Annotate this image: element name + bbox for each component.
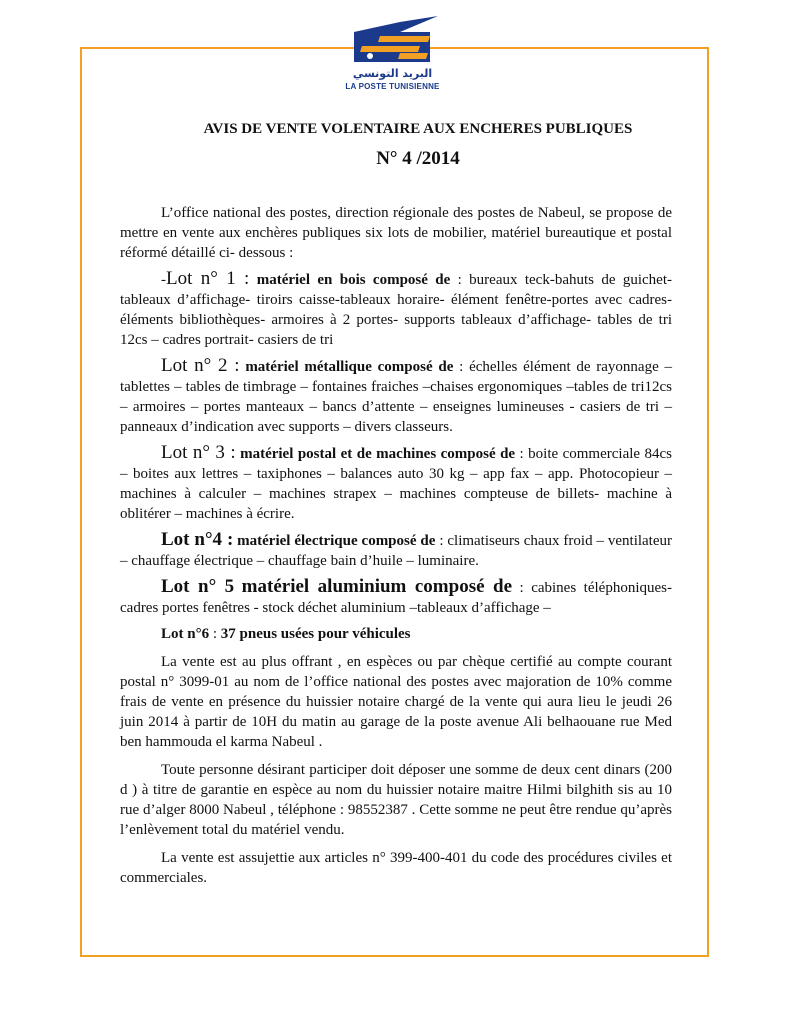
lot-label: Lot n° 3 : [161,442,236,463]
lot-label: Lot n° 5 [161,576,235,597]
lot-heading: 37 pneus usées pour véhicules [220,626,411,642]
notice-number: N° 4 /2014 [376,148,460,169]
lot-items: : bureaux teck-bahuts de guichet-tableaux d’affichage- tiroirs caisse-tableaux horaire- élément fenêtre-portes avec cadres- éléments bibliothèques- armoires à 2 portes- supports tableaux d’affichage- tables de tri 12cs – cadres portrait- casiers de tri [120,272,672,348]
la-poste-logo [340,12,445,92]
logo-arabic-name: البريد التونسي [352,67,433,80]
document-title: AVIS DE VENTE VOLENTAIRE AUX ENCHERES PUBLIQUES [203,121,633,137]
lot-items: : cabines téléphoniques-cadres portes fenêtres - stock déchet aluminium –tableaux d’affichage – [120,580,672,616]
lot-2 [120,356,672,437]
lot-heading: matériel électrique composé de [237,533,436,549]
lot-heading: matériel aluminium composé de [241,576,513,597]
sale-terms-paragraph: La vente est au plus offrant , en espèces ou par chèque certifié au compte courant postal n° 3099-01 au nom de l’office national des postes avec majoration de 10% comme frais de vente en présence du huissier notaire chargé de la vente qui aura lieu le jeudi 26 juin 2014 à partir de 10H du matin au garage de la poste avenue Ali belhaouane rue Med ben hammouda el karma Nabeul . [120,654,672,750]
logo-french-name: LA POSTE TUNISIENNE [345,82,440,91]
intro-paragraph: L’office national des postes, direction régionale des postes de Nabeul, se propose de mettre en vente aux enchères publiques six lots de mobilier, matériel bureautique et postal réformé détaillé ci- dessous : [120,205,672,261]
lot-4 [120,530,672,571]
lot-label: Lot n° 2 : [161,355,240,376]
notice-body [120,203,672,888]
lot-1 [120,269,672,350]
logo-emblem-icon [340,12,445,70]
lot-heading: matériel métallique composé de [245,359,454,375]
lot-label: Lot n°6 [161,626,210,642]
legal-paragraph: La vente est assujettie aux articles n° 399-400-401 du code des procédures civiles et commerciales. [120,850,672,886]
lot-label: Lot n°4 : [161,529,234,550]
lot-items: : climatiseurs chaux froid – ventilateur – chauffage électrique – chauffage bain d’huile – luminaire. [120,533,673,569]
lot-5 [120,577,672,618]
lot-items: : échelles élément de rayonnage –tablettes – tables de timbrage – fontaines fraiches –chaises ergonomiques –tables de tri12cs – armoires – portes manteaux – bancs d’attente – enseignes lumineuses - casiers de tri – panneaux d’indication avec supports – divers classeurs. [120,359,673,435]
lot-heading: matériel postal et de machines composé de [240,446,516,462]
lot-label: Lot n° 1 : [166,268,250,289]
lot-3 [120,443,672,524]
deposit-paragraph: Toute personne désirant participer doit déposer une somme de deux cent dinars (200 d ) à titre de garantie en espèce au nom du huissier notaire maitre Hilmi bilghith sis au 10 rue d’alger 8000 Nabeul , téléphone : 98552387 . Cette somme ne peut être rendue qu’après l’enlèvement total du matériel vendu. [120,762,672,838]
lot-heading: matériel en bois composé de [256,272,451,288]
lot-6: Lot n°6 : 37 pneus usées pour véhicules [161,626,411,642]
lot-prefix: - [161,272,166,288]
lot-items: : boite commerciale 84cs – boites aux lettres – taxiphones – balances auto 30 kg – app fax – app. Photocopieur – machines à calculer – machines strapex – machines compteuse de billets- machine à oblitérer – machines à écrire. [120,446,672,522]
